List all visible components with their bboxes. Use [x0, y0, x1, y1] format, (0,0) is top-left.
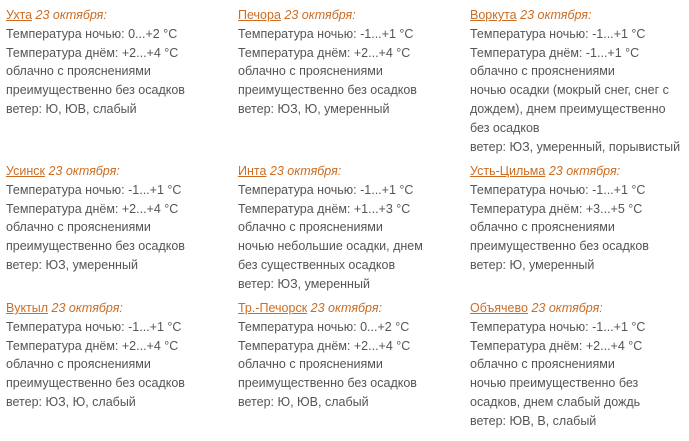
- precipitation: ночью небольшие осадки, днем без существенных осадков: [238, 239, 423, 272]
- forecast-card-tr-pechorsk: [238, 299, 460, 412]
- night-temp: Температура ночью: -1...+1 °C: [470, 319, 646, 334]
- wind: ветер: ЮВ, В, слабый: [470, 413, 597, 428]
- precipitation: преимущественно без осадков: [6, 83, 185, 98]
- forecast-card-ukhta: [6, 6, 228, 119]
- precipitation: преимущественно без осадков: [238, 83, 417, 98]
- day-temp: Температура днём: +2...+4 °C: [6, 338, 179, 353]
- precipitation: преимущественно без осадков: [470, 239, 649, 254]
- wind: ветер: Ю, умеренный: [470, 257, 595, 272]
- sky-condition: облачно с прояснениями: [6, 220, 151, 235]
- sky-condition: облачно с прояснениями: [238, 64, 383, 79]
- forecast-card-inta: [238, 162, 460, 294]
- forecast-date: 23 октября:: [310, 301, 382, 315]
- forecast-card-ust-tsilma: [470, 162, 689, 275]
- night-temp: Температура ночью: -1...+1 °C: [238, 26, 414, 41]
- day-temp: Температура днём: +2...+4 °C: [238, 338, 411, 353]
- precipitation: преимущественно без осадков: [238, 376, 417, 391]
- wind: ветер: ЮЗ, умеренный: [238, 276, 370, 291]
- night-temp: Температура ночью: -1...+1 °C: [470, 26, 646, 41]
- sky-condition: облачно с прояснениями: [6, 64, 151, 79]
- sky-condition: облачно с прояснениями: [6, 357, 151, 372]
- city-link[interactable]: Ухта: [6, 8, 33, 22]
- city-link[interactable]: Усинск: [6, 164, 45, 178]
- day-temp: Температура днём: +2...+4 °C: [470, 338, 643, 353]
- forecast-card-vuktyl: [6, 299, 228, 412]
- forecast-card-pechora: [238, 6, 460, 119]
- forecast-date: 23 октября:: [35, 8, 107, 22]
- wind: ветер: ЮЗ, Ю, слабый: [6, 394, 136, 409]
- city-link[interactable]: Печора: [238, 8, 281, 22]
- sky-condition: облачно с прояснениями: [470, 357, 615, 372]
- wind: ветер: ЮЗ, Ю, умеренный: [238, 101, 390, 116]
- day-temp: Температура днём: +1...+3 °C: [238, 201, 411, 216]
- sky-condition: облачно с прояснениями: [470, 64, 615, 79]
- night-temp: Температура ночью: -1...+1 °C: [6, 319, 182, 334]
- precipitation: ночью преимущественно без осадков, днем слабый дождь: [470, 376, 641, 409]
- precipitation: ночью осадки (мокрый снег, снег с дождем), днем преимущественно без осадков: [470, 83, 669, 135]
- wind: ветер: Ю, ЮВ, слабый: [6, 101, 137, 116]
- night-temp: Температура ночью: 0...+2 °C: [6, 26, 178, 41]
- night-temp: Температура ночью: -1...+1 °C: [238, 182, 414, 197]
- night-temp: Температура ночью: -1...+1 °C: [6, 182, 182, 197]
- forecast-date: 23 октября:: [269, 164, 342, 178]
- forecast-card-vorkuta: [470, 6, 689, 156]
- forecast-date: 23 октября:: [531, 301, 603, 315]
- forecast-date: 23 октября:: [51, 301, 123, 315]
- day-temp: Температура днём: +2...+4 °C: [6, 201, 179, 216]
- wind: ветер: Ю, ЮВ, слабый: [238, 394, 369, 409]
- sky-condition: облачно с прояснениями: [470, 220, 615, 235]
- sky-condition: облачно с прояснениями: [238, 357, 383, 372]
- wind: ветер: ЮЗ, умеренный, порывистый: [470, 139, 681, 154]
- sky-condition: облачно с прояснениями: [238, 220, 383, 235]
- forecast-card-obyachevo: [470, 299, 689, 431]
- forecast-date: 23 октября:: [284, 8, 356, 22]
- day-temp: Температура днём: +2...+4 °C: [238, 45, 411, 60]
- precipitation: преимущественно без осадков: [6, 239, 185, 254]
- day-temp: Температура днём: +2...+4 °C: [6, 45, 179, 60]
- wind: ветер: ЮЗ, умеренный: [6, 257, 138, 272]
- night-temp: Температура ночью: 0...+2 °C: [238, 319, 410, 334]
- city-link[interactable]: Объячево: [470, 301, 528, 315]
- city-link[interactable]: Тр.-Печорск: [238, 301, 308, 315]
- night-temp: Температура ночью: -1...+1 °C: [470, 182, 646, 197]
- forecast-card-usinsk: [6, 162, 228, 275]
- forecast-date: 23 октября:: [48, 164, 120, 178]
- forecast-date: 23 октября:: [548, 164, 621, 178]
- day-temp: Температура днём: -1...+1 °C: [470, 45, 640, 60]
- city-link[interactable]: Вуктыл: [6, 301, 49, 315]
- city-link[interactable]: Воркута: [470, 8, 517, 22]
- precipitation: преимущественно без осадков: [6, 376, 185, 391]
- forecast-date: 23 октября:: [520, 8, 592, 22]
- city-link[interactable]: Усть-Цильма: [470, 164, 546, 178]
- city-link[interactable]: Инта: [238, 164, 267, 178]
- day-temp: Температура днём: +3...+5 °C: [470, 201, 643, 216]
